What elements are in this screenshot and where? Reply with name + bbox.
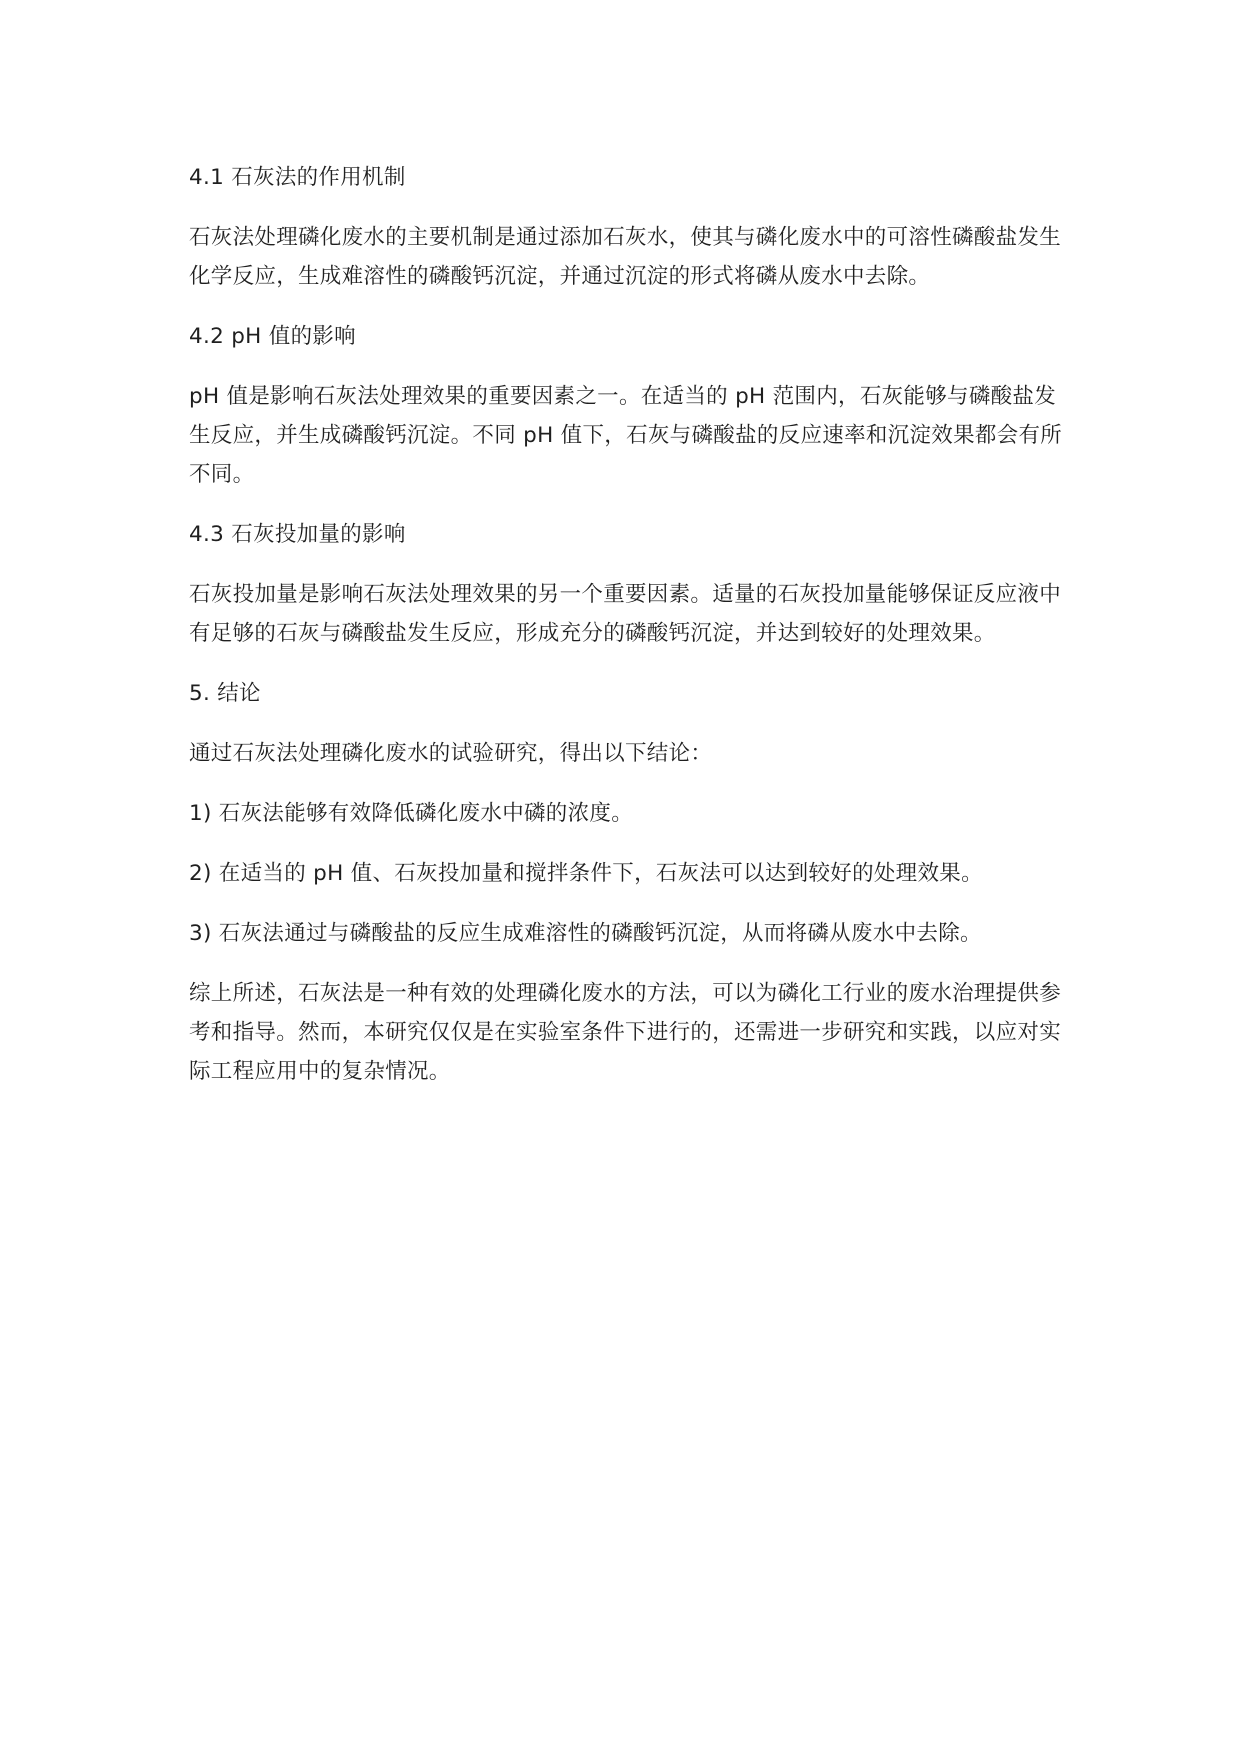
paragraph-mechanism: 石灰法处理磷化废水的主要机制是通过添加石灰水，使其与磷化废水中的可溶性磷酸盐发生化学反应，生成难溶性的磷酸钙沉淀，并通过沉淀的形式将磷从废水中去除。 [189,225,1062,289]
section-heading-5: 5. 结论 [189,681,261,706]
conclusion-item-2: 2) 在适当的 pH 值、石灰投加量和搅拌条件下，石灰法可以达到较好的处理效果。 [189,861,983,886]
conclusion-item-1: 1) 石灰法能够有效降低磷化废水中磷的浓度。 [189,801,634,826]
section-heading-4-1: 4.1 石灰法的作用机制 [189,165,406,190]
paragraph-lime-dosage: 石灰投加量是影响石灰法处理效果的另一个重要因素。适量的石灰投加量能够保证反应液中有足够的石灰与磷酸盐发生反应，形成充分的磷酸钙沉淀，并达到较好的处理效果。 [189,582,1062,646]
document-body [189,158,1069,1112]
conclusion-item-3: 3) 石灰法通过与磷酸盐的反应生成难溶性的磷酸钙沉淀，从而将磷从废水中去除。 [189,921,982,946]
section-heading-4-2: 4.2 pH 值的影响 [189,324,356,349]
section-heading-4-3: 4.3 石灰投加量的影响 [189,522,406,547]
paragraph-conclusion-intro: 通过石灰法处理磷化废水的试验研究，得出以下结论： [189,741,713,766]
paragraph-ph-effect: pH 值是影响石灰法处理效果的重要因素之一。在适当的 pH 范围内，石灰能够与磷酸盐发生反应，并生成磷酸钙沉淀。不同 pH 值下，石灰与磷酸盐的反应速率和沉淀效果都会有所不同。 [189,384,1063,487]
paragraph-summary: 综上所述，石灰法是一种有效的处理磷化废水的方法，可以为磷化工行业的废水治理提供参考和指导。然而，本研究仅仅是在实验室条件下进行的，还需进一步研究和实践，以应对实际工程应用中的复杂情况。 [189,981,1062,1084]
